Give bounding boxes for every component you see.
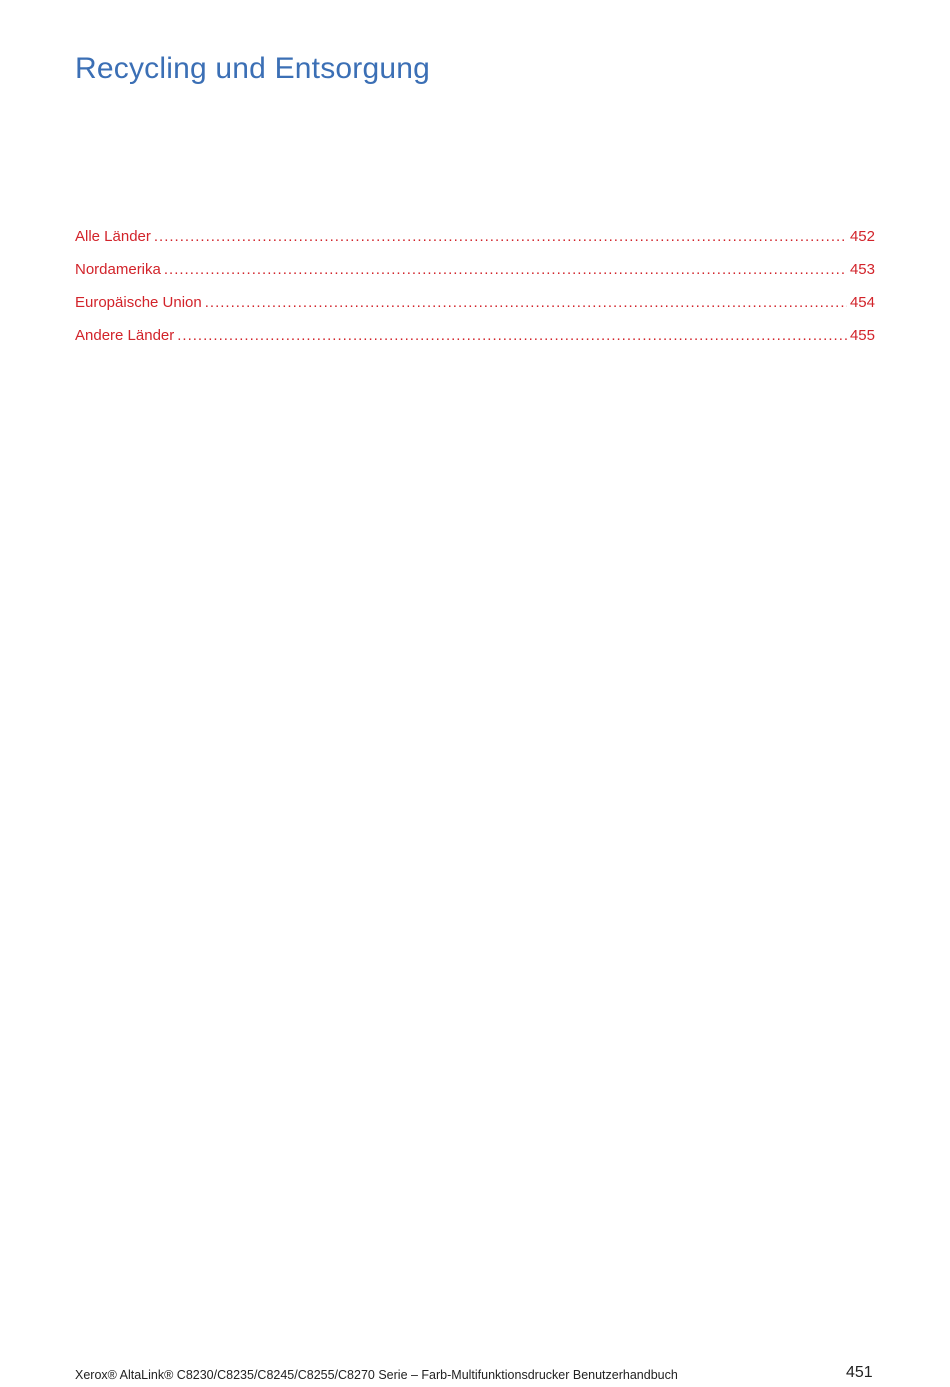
toc-dot-leader: [164, 261, 847, 278]
toc-entry-page: 453: [849, 261, 875, 278]
toc-entry-label: Europäische Union: [75, 294, 202, 311]
footer-page-number: 451: [846, 1364, 873, 1381]
toc-entry-label: Alle Länder: [75, 228, 151, 245]
toc-entry-page: 454: [849, 294, 875, 311]
toc-entry-alle-laender[interactable]: [75, 228, 875, 261]
toc-dot-leader: [177, 327, 847, 344]
toc-entry-nordamerika[interactable]: [75, 261, 875, 294]
toc-entry-andere-laender[interactable]: [75, 327, 875, 360]
toc-entry-label: Nordamerika: [75, 261, 161, 278]
table-of-contents: [75, 228, 875, 360]
toc-dot-leader: [154, 228, 847, 245]
toc-entry-label: Andere Länder: [75, 327, 175, 344]
chapter-title: Recycling und Entsorgung: [75, 52, 431, 85]
toc-entry-page: 455: [849, 327, 875, 344]
footer-document-title: Xerox® AltaLink® C8230/C8235/C8245/C8255/C8270 Serie – Farb-Multifunktionsdrucker Benutzerhandbuch: [75, 1368, 678, 1382]
toc-entry-page: 452: [849, 228, 875, 245]
toc-dot-leader: [205, 294, 847, 311]
toc-entry-europaeische-union[interactable]: [75, 294, 875, 327]
